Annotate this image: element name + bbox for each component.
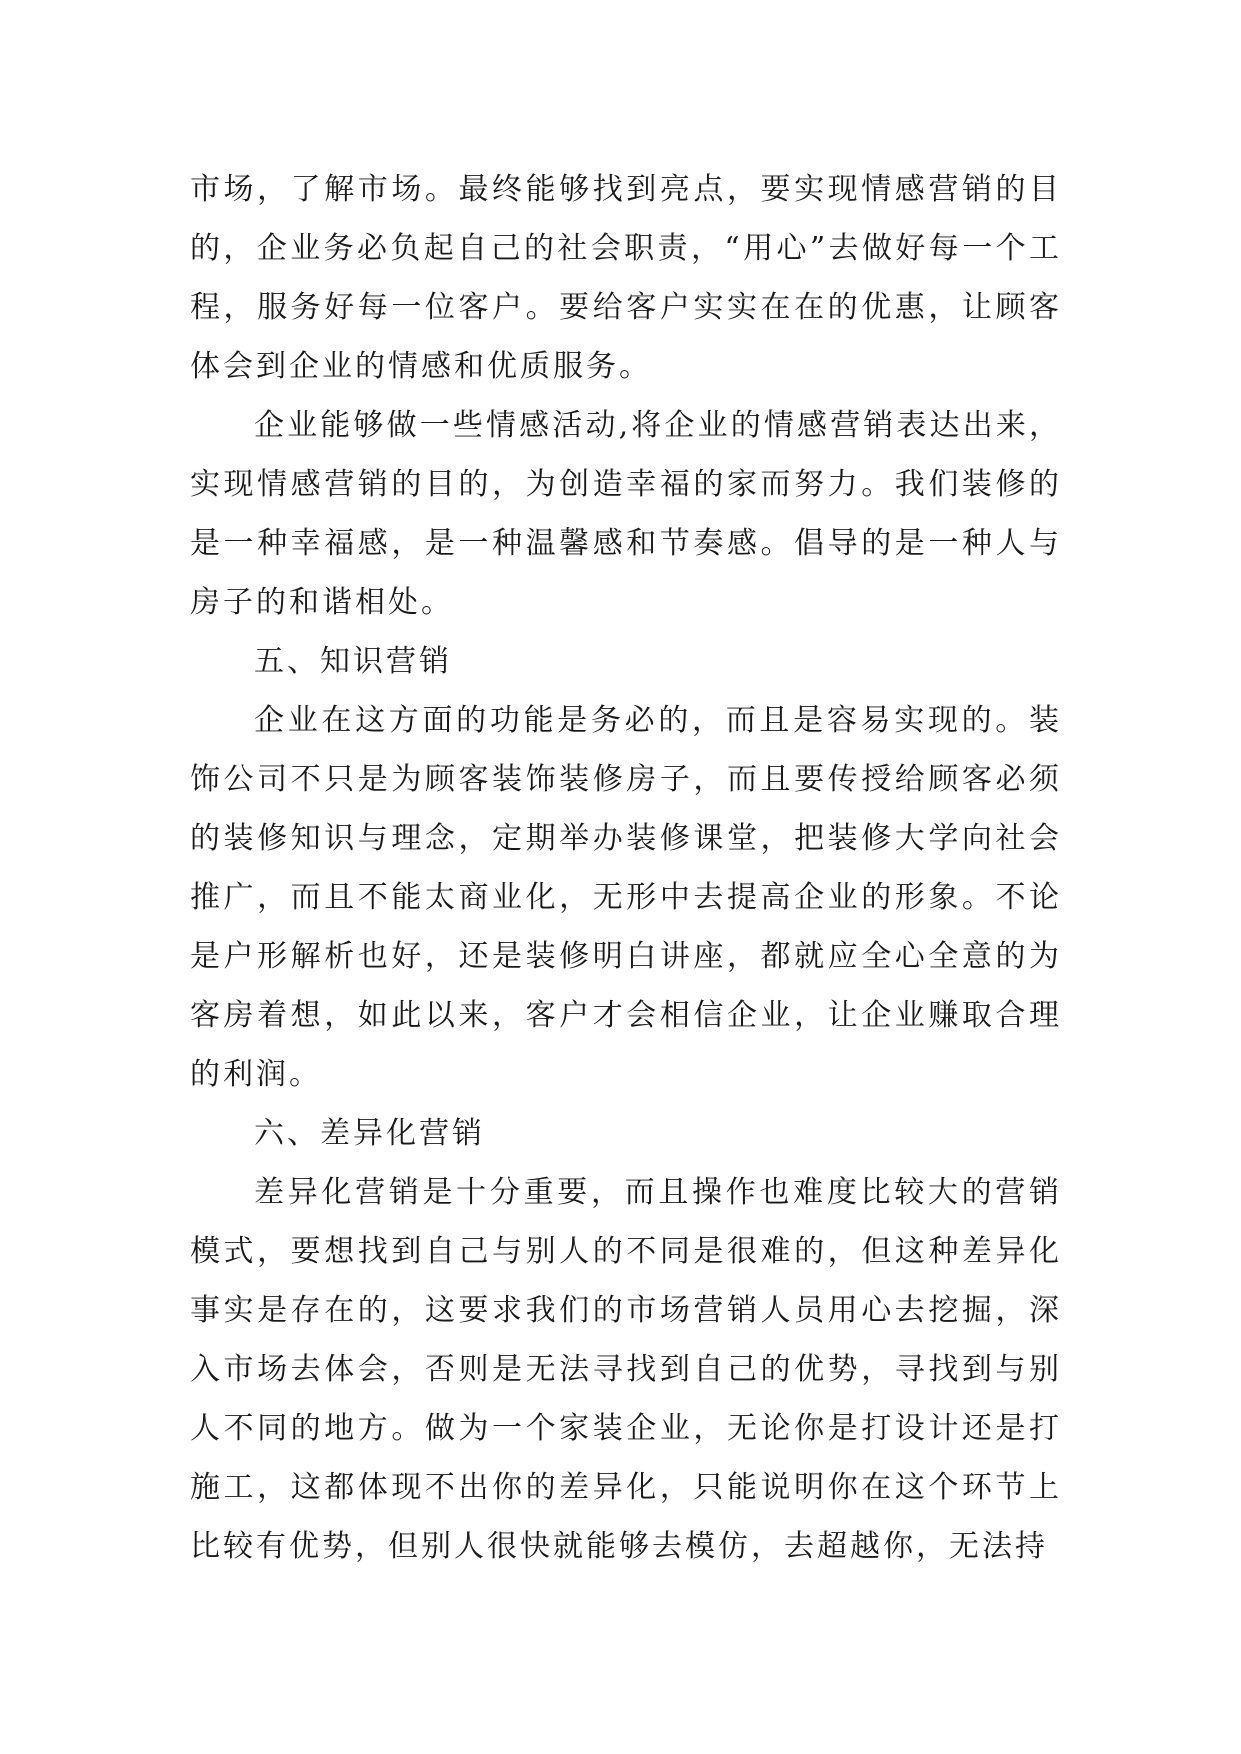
document-page: [190, 160, 1062, 1576]
paragraph-knowledge-marketing: 企业在这方面的功能是务必的，而且是容易实现的。装饰公司不只是为顾客装饰装修房子，而且要传授给顾客必须的装修知识与理念，定期举办装修课堂，把装修大学向社会推广，而且不能太商业化，无形中去提高企业的形象。不论是户形解析也好，还是装修明白讲座，都就应全心全意的为客房着想，如此以来，客户才会相信企业，让企业赚取合理的利润。: [190, 703, 1062, 1092]
section-heading-knowledge-marketing: 五、知识营销: [254, 644, 452, 679]
paragraph-emotional-activities: 企业能够做一些情感活动,将企业的情感营销表达出来，实现情感营销的目的，为创造幸福的家而努力。我们装修的是一种幸福感，是一种温馨感和节奏感。倡导的是一种人与房子的和谐相处。: [190, 408, 1062, 620]
paragraph-differentiation-marketing: 差异化营销是十分重要，而且操作也难度比较大的营销模式，要想找到自己与别人的不同是很难的，但这种差异化事实是存在的，这要求我们的市场营销人员用心去挖掘，深入市场去体会，否则是无法寻找到自己的优势，寻找到与别人不同的地方。做为一个家装企业，无论你是打设计还是打施工，这都体现不出你的差异化，只能说明你在这个环节上比较有优势，但别人很快就能够去模仿，去超越你，无法持: [190, 1175, 1062, 1564]
paragraph-emotional-marketing-end: 市场，了解市场。最终能够找到亮点，要实现情感营销的目的，企业务必负起自己的社会职责，“用心”去做好每一个工程，服务好每一位客户。要给客户实实在在的优惠，让顾客体会到企业的情感和优质服务。: [190, 172, 1062, 384]
section-heading-differentiation-marketing: 六、差异化营销: [254, 1116, 485, 1151]
